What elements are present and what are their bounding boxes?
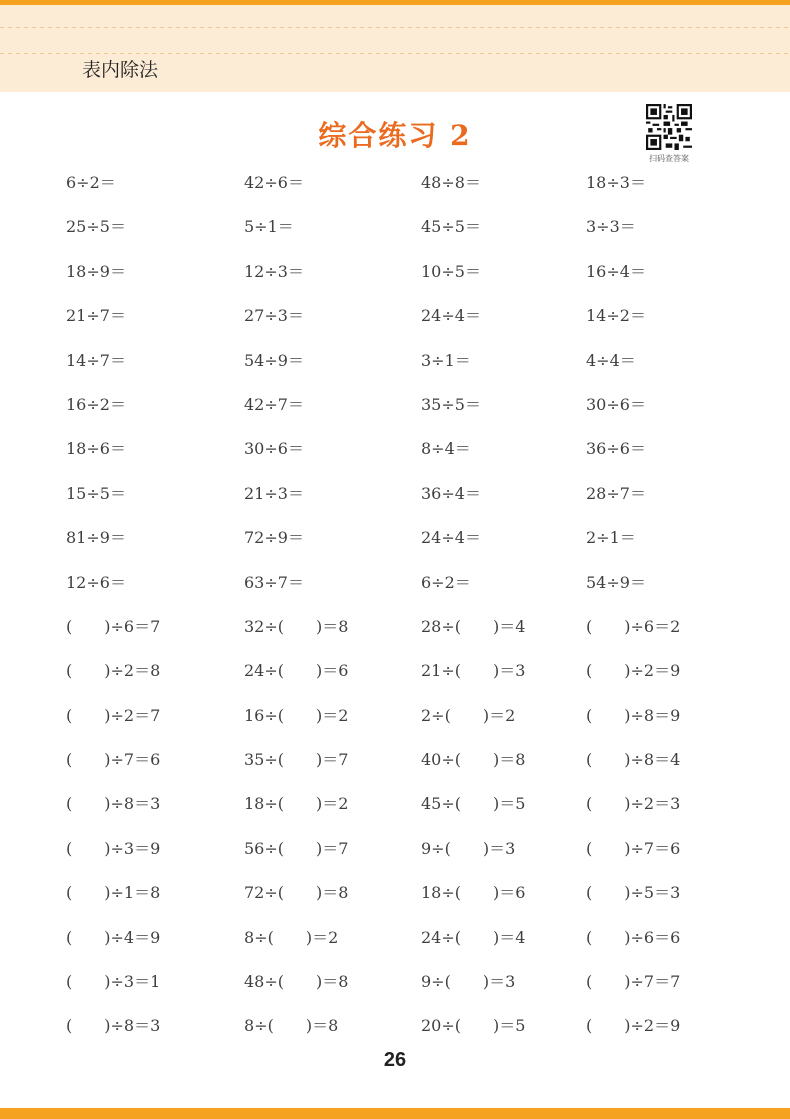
division-problem: ( )÷8＝9 xyxy=(586,705,681,725)
division-problem: 24÷( )＝4 xyxy=(421,927,526,947)
division-problem: 6÷2＝ xyxy=(421,572,471,592)
division-problem: 16÷4＝ xyxy=(586,261,646,281)
division-problem: 42÷6＝ xyxy=(244,173,304,192)
division-problem: 63÷7＝ xyxy=(244,572,304,592)
page-number: 26 xyxy=(383,1049,407,1071)
division-problem: 45÷( )＝5 xyxy=(421,794,526,814)
division-problem: ( )÷6＝6 xyxy=(586,927,681,947)
division-problem: ( )÷4＝9 xyxy=(66,927,161,947)
problem-row xyxy=(0,656,790,700)
division-problem: 3÷3＝ xyxy=(586,217,636,237)
division-problem: 36÷4＝ xyxy=(421,483,481,503)
problem-row xyxy=(0,346,790,390)
problem-row xyxy=(0,834,790,878)
qr-code-icon[interactable] xyxy=(646,104,692,150)
division-problem: 12÷6＝ xyxy=(66,572,126,592)
division-problem: 14÷7＝ xyxy=(66,350,126,370)
division-problem: ( )÷2＝9 xyxy=(586,661,681,681)
division-problem: ( )÷2＝8 xyxy=(66,661,161,681)
problem-row xyxy=(0,568,790,612)
division-problem: 3÷1＝ xyxy=(421,350,471,370)
division-problem: 18÷( )＝2 xyxy=(244,794,349,814)
division-problem: ( )÷1＝8 xyxy=(66,883,161,903)
division-problem: 15÷5＝ xyxy=(66,483,126,503)
division-problem: 25÷5＝ xyxy=(66,217,126,237)
bottom-rule xyxy=(0,1108,790,1119)
division-problem: 81÷9＝ xyxy=(66,528,126,548)
division-problem: ( )÷3＝1 xyxy=(66,972,161,992)
division-problem: ( )÷6＝7 xyxy=(66,616,161,636)
division-problem: 6÷2＝ xyxy=(66,173,116,192)
division-problem: ( )÷8＝3 xyxy=(66,794,161,814)
problem-row xyxy=(0,523,790,567)
division-problem: 35÷( )＝7 xyxy=(244,750,349,770)
division-problem: 9÷( )＝3 xyxy=(421,838,516,858)
division-problem: ( )÷7＝7 xyxy=(586,972,681,992)
division-problem: 10÷5＝ xyxy=(421,261,481,281)
division-problem: 4÷4＝ xyxy=(586,350,636,370)
division-problem: 36÷6＝ xyxy=(586,439,646,459)
division-problem: ( )÷7＝6 xyxy=(586,838,681,858)
division-problem: 2÷( )＝2 xyxy=(421,705,516,725)
division-problem: 54÷9＝ xyxy=(586,572,646,592)
qr-caption: 扫码查答案 xyxy=(649,154,689,163)
division-problem: ( )÷8＝3 xyxy=(66,1016,161,1036)
division-problem: 2÷1＝ xyxy=(586,528,636,548)
problem-row xyxy=(0,878,790,922)
division-problem: 24÷( )＝6 xyxy=(244,661,349,681)
division-problem: 18÷3＝ xyxy=(586,173,646,192)
division-problem: 48÷( )＝8 xyxy=(244,972,349,992)
problem-row xyxy=(0,168,790,212)
division-problem: 16÷2＝ xyxy=(66,394,126,414)
division-problem: ( )÷2＝9 xyxy=(586,1016,681,1036)
division-problem: 18÷9＝ xyxy=(66,261,126,281)
division-problem: 21÷( )＝3 xyxy=(421,661,526,681)
division-problem: 42÷7＝ xyxy=(244,394,304,414)
division-problem: 20÷( )＝5 xyxy=(421,1016,526,1036)
division-problem: 72÷( )＝8 xyxy=(244,883,349,903)
division-problem: 8÷( )＝8 xyxy=(244,1016,339,1036)
problem-row xyxy=(0,789,790,833)
division-problem: 40÷( )＝8 xyxy=(421,750,526,770)
division-problem: 56÷( )＝7 xyxy=(244,838,349,858)
division-problem: ( )÷5＝3 xyxy=(586,883,681,903)
division-problem: 8÷( )＝2 xyxy=(244,927,339,947)
division-problem: 16÷( )＝2 xyxy=(244,705,349,725)
division-problem: 21÷7＝ xyxy=(66,306,126,326)
division-problem: ( )÷6＝2 xyxy=(586,616,681,636)
problem-row xyxy=(0,434,790,478)
problem-row xyxy=(0,967,790,1011)
division-problem: 8÷4＝ xyxy=(421,439,471,459)
division-problem: 48÷8＝ xyxy=(421,173,481,192)
division-problem: 9÷( )＝3 xyxy=(421,972,516,992)
division-problem: 72÷9＝ xyxy=(244,528,304,548)
division-problem: 28÷7＝ xyxy=(586,483,646,503)
problem-row xyxy=(0,701,790,745)
division-problem: ( )÷8＝4 xyxy=(586,750,681,770)
division-problem: 14÷2＝ xyxy=(586,306,646,326)
problem-row xyxy=(0,923,790,967)
problem-row xyxy=(0,212,790,256)
problem-row xyxy=(0,390,790,434)
division-problem: 28÷( )＝4 xyxy=(421,616,526,636)
division-problem: ( )÷2＝3 xyxy=(586,794,681,814)
division-problem: 30÷6＝ xyxy=(244,439,304,459)
problem-grid xyxy=(0,168,790,1056)
division-problem: 45÷5＝ xyxy=(421,217,481,237)
division-problem: 30÷6＝ xyxy=(586,394,646,414)
division-problem: ( )÷2＝7 xyxy=(66,705,161,725)
division-problem: 18÷6＝ xyxy=(66,439,126,459)
division-problem: ( )÷7＝6 xyxy=(66,750,161,770)
division-problem: 32÷( )＝8 xyxy=(244,616,349,636)
problem-row xyxy=(0,745,790,789)
division-problem: 18÷( )＝6 xyxy=(421,883,526,903)
problem-row xyxy=(0,301,790,345)
division-problem: 24÷4＝ xyxy=(421,528,481,548)
division-problem: 24÷4＝ xyxy=(421,306,481,326)
division-problem: 12÷3＝ xyxy=(244,261,304,281)
section-title: 表内除法 xyxy=(82,59,159,81)
page-title: 综合练习 2 xyxy=(318,119,472,152)
division-problem: 35÷5＝ xyxy=(421,394,481,414)
division-problem: ( )÷3＝9 xyxy=(66,838,161,858)
problem-row xyxy=(0,612,790,656)
problem-row xyxy=(0,479,790,523)
division-problem: 27÷3＝ xyxy=(244,306,304,326)
division-problem: 5÷1＝ xyxy=(244,217,294,237)
division-problem: 21÷3＝ xyxy=(244,483,304,503)
problem-row xyxy=(0,257,790,301)
division-problem: 54÷9＝ xyxy=(244,350,304,370)
